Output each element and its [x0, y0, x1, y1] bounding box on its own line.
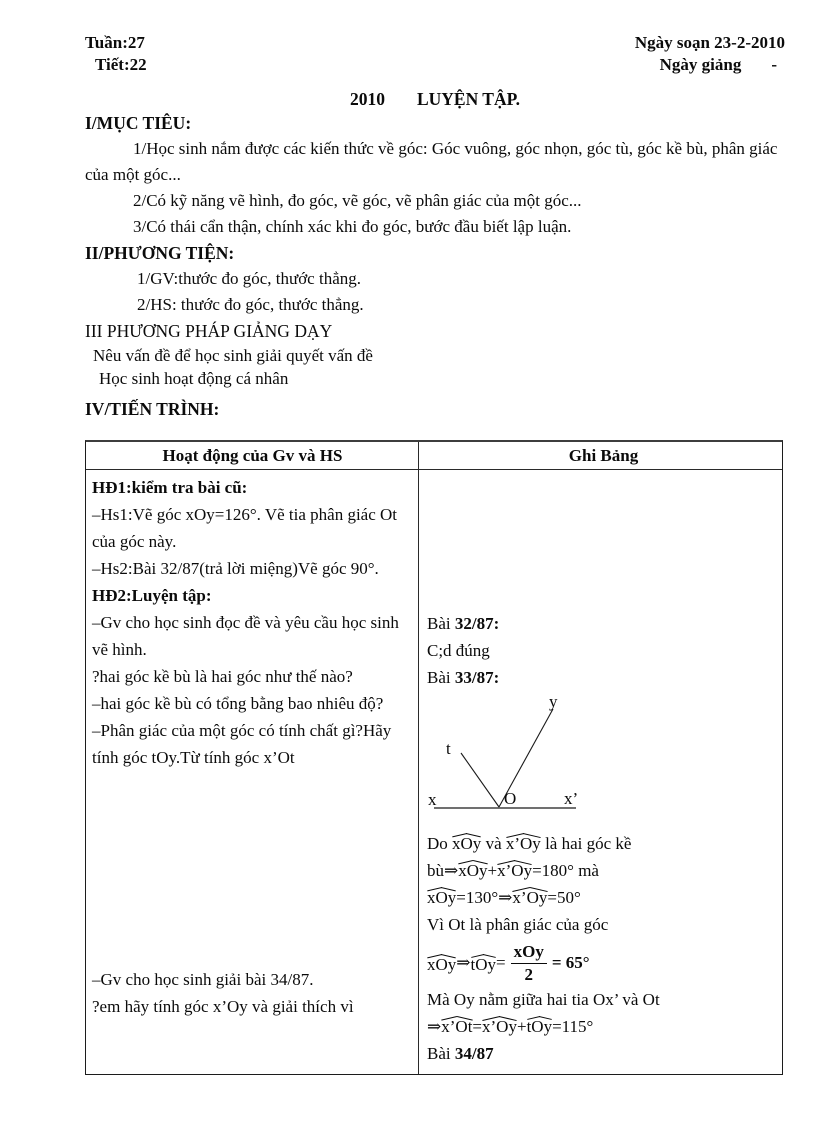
text-segment: =115° — [552, 1017, 594, 1036]
text-segment: + — [487, 861, 498, 880]
table-body-row — [86, 470, 782, 1074]
objective-item: 2/Có kỹ năng vẽ hình, đo góc, vẽ góc, vẽ phân giác của một góc... — [133, 191, 582, 210]
exercise-33-heading — [427, 664, 780, 691]
period-label: Tiết:22 — [95, 55, 147, 74]
text-line: –Hs1:Vẽ góc xOy=126°. Vẽ tia phân giác Ot của góc này. — [92, 505, 398, 551]
section-tien-trinh — [85, 396, 785, 422]
date-taught-label: Ngày giảng — [659, 55, 742, 74]
exercise-number: 33/87: — [454, 668, 500, 687]
lesson-table — [85, 440, 783, 1075]
table-header-row — [86, 442, 782, 470]
exercise-label: Bài — [427, 1044, 455, 1063]
section-title-i: I/MỤC TIÊU: — [85, 113, 192, 133]
activities-cell — [86, 470, 419, 1074]
solution-line: Vì Ot là phân giác của góc — [427, 915, 609, 934]
lesson-name: LUYỆN TẬP. — [416, 89, 521, 109]
text-segment: = — [472, 1017, 483, 1036]
diagram-label-o: O — [504, 789, 517, 808]
solution-line — [427, 830, 780, 857]
header-right — [635, 32, 785, 76]
vertical-spacer — [92, 771, 413, 966]
angle-xpot: x’Ot — [441, 1014, 472, 1035]
text-segment: + — [516, 1017, 527, 1036]
date-taught-value: - — [771, 55, 777, 74]
exercise-32-heading — [427, 610, 780, 637]
exercise-32-answer: C;d đúng — [427, 641, 490, 660]
fraction-denominator: 2 — [524, 964, 533, 984]
text-line: –Gv cho học sinh đọc đề và yêu cầu học sinh vẽ hình. — [92, 613, 399, 659]
implies-arrow: ⇒ — [427, 1017, 442, 1036]
date-composed: Ngày soạn 23-2-2010 — [634, 33, 785, 52]
week-label: Tuần:27 — [85, 33, 145, 52]
diagram-label-x-prime: x’ — [564, 789, 579, 808]
objective-item: 1/Học sinh nắm được các kiến thức về góc: Góc vuông, góc nhọn, góc tù, góc kề bù, phân giác của một góc... — [85, 139, 778, 184]
angle-xpoy: x’Oy — [482, 1014, 517, 1035]
text-line: –hai góc kề bù có tổng bằng bao nhiêu độ? — [92, 694, 384, 713]
ray-ot — [461, 753, 499, 807]
section-phuong-tien — [85, 240, 785, 318]
angle-xoy: xOy — [427, 885, 456, 906]
text-segment: Do — [427, 834, 453, 853]
text-segment: = — [496, 952, 506, 972]
diagram-label-y: y — [549, 693, 558, 711]
solution-line — [427, 1013, 780, 1040]
method-item: Nêu vấn đề để học sinh giải quyết vấn đề — [93, 346, 373, 365]
angle-diagram — [427, 693, 782, 818]
material-item: 2/HS: thước đo góc, thước thẳng. — [137, 295, 364, 314]
column-header-activities: Hoạt động của Gv và HS — [86, 442, 419, 470]
angle-xpoy: x’Oy — [512, 885, 547, 906]
text-line: –Hs2:Bài 32/87(trả lời miệng)Vẽ góc 90°. — [92, 559, 379, 578]
exercise-number: 34/87 — [454, 1044, 494, 1063]
section-title-iii: III PHƯƠNG PHÁP GIẢNG DẠY — [85, 321, 333, 341]
angle-xoy: xOy — [452, 831, 481, 852]
solution-equation-line — [427, 938, 780, 986]
exercise-34-heading — [427, 1040, 780, 1067]
activity-2-title: HĐ2:Luyện tập: — [92, 586, 212, 605]
section-phuong-phap — [85, 318, 785, 390]
column-header-board: Ghi Bảng — [419, 442, 782, 470]
page-header — [85, 32, 785, 76]
solution-33 — [427, 830, 780, 1040]
text-segment: =50° — [547, 888, 581, 907]
lesson-number: 2010 — [349, 89, 385, 109]
fraction-numerator: xOy — [511, 940, 547, 964]
exercise-number: 32/87: — [454, 614, 500, 633]
text-segment: là hai góc kề — [540, 834, 632, 853]
angle-toy: tOy — [527, 1014, 553, 1035]
board-cell — [419, 470, 782, 1074]
text-line: –Gv cho học sinh giải bài 34/87. — [92, 970, 314, 989]
activity-1-title: HĐ1:kiểm tra bài cũ: — [92, 478, 248, 497]
diagram-label-x: x — [428, 790, 437, 809]
header-left — [85, 32, 147, 76]
text-line: ?hai góc kề bù là hai góc như thế nào? — [92, 667, 353, 686]
material-item: 1/GV:thước đo góc, thước thẳng. — [137, 269, 361, 288]
section-title-ii: II/PHƯƠNG TIỆN: — [85, 243, 235, 263]
text-segment: =180° mà — [532, 861, 599, 880]
solution-line — [427, 857, 780, 884]
objective-item: 3/Có thái cẩn thận, chính xác khi đo góc, bước đầu biết lập luận. — [133, 217, 572, 236]
date-taught — [635, 54, 785, 76]
text-segment: và — [481, 834, 506, 853]
solution-line: Mà Oy nằm giữa hai tia Ox’ và Ot — [427, 990, 660, 1009]
exercise-label: Bài — [427, 614, 455, 633]
vertical-spacer — [427, 474, 780, 610]
angle-xoy: xOy — [427, 952, 456, 973]
implies-arrow: ⇒ — [456, 952, 471, 972]
angle-xoy: xOy — [458, 858, 487, 879]
angle-toy: tOy — [471, 952, 497, 973]
section-muc-tieu — [85, 110, 785, 240]
angle-xpoy: x’Oy — [506, 831, 541, 852]
page-title — [85, 88, 785, 110]
fraction — [511, 940, 547, 984]
text-line: ?em hãy tính góc x’Oy và giải thích vì — [92, 997, 354, 1016]
angle-xpoy: x’Oy — [497, 858, 532, 879]
text-segment: =130°⇒ — [456, 888, 513, 907]
solution-line — [427, 884, 780, 911]
text-segment: bù⇒ — [427, 861, 459, 880]
diagram-label-t: t — [446, 739, 451, 758]
text-line: –Phân giác của một góc có tính chất gì?Hãy tính góc tOy.Từ tính góc x’Ot — [92, 721, 392, 767]
result-value: = 65° — [551, 952, 590, 972]
section-title-iv: IV/TIẾN TRÌNH: — [85, 399, 220, 419]
method-item: Học sinh hoạt động cá nhân — [99, 369, 289, 388]
exercise-label: Bài — [427, 668, 455, 687]
